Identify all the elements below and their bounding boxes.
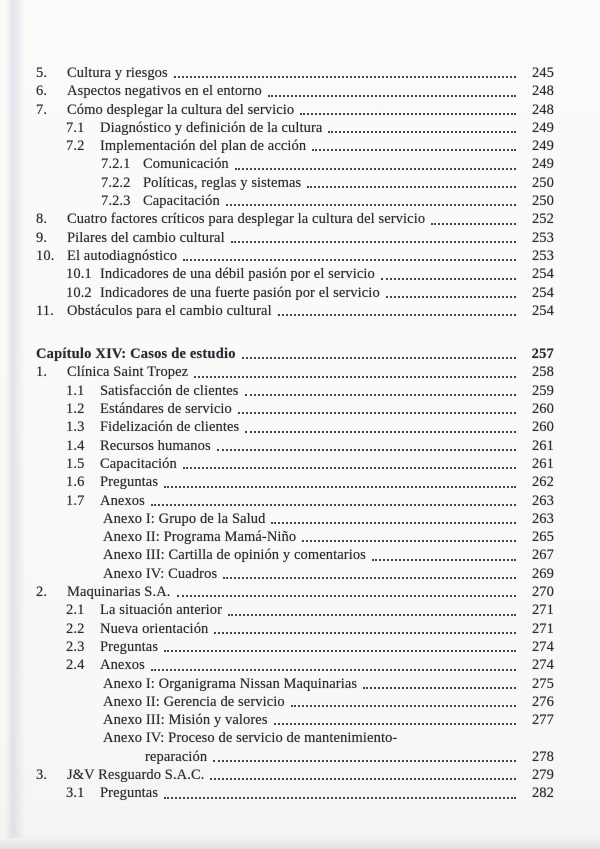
dot-leader <box>386 284 516 298</box>
toc-row <box>0 265 600 283</box>
item-number: 3. <box>36 766 48 783</box>
toc-row <box>0 210 600 228</box>
item-title: Nueva orientación <box>100 620 209 637</box>
dot-leader <box>164 638 516 652</box>
dot-leader <box>271 510 516 524</box>
toc-row <box>0 174 600 192</box>
page-number: 261 <box>531 455 554 472</box>
dot-leader <box>183 247 516 261</box>
item-title: Anexo I: Grupo de la Salud <box>103 510 266 527</box>
dot-leader <box>210 766 516 780</box>
dot-leader <box>177 583 517 597</box>
toc-row <box>0 565 600 583</box>
page-number: 257 <box>531 346 554 363</box>
item-title: Anexos <box>100 492 145 509</box>
toc-row <box>0 400 600 418</box>
dot-leader <box>291 693 516 707</box>
item-title: Anexo IV: Proceso de servicio de mantenimiento- <box>103 730 398 747</box>
toc-row <box>0 382 600 400</box>
item-title: Cuatro factores críticos para desplegar la cultura del servicio <box>67 211 426 228</box>
item-title: Capacitación <box>143 193 220 210</box>
page-number: 252 <box>531 211 554 228</box>
page-number: 261 <box>531 437 554 454</box>
toc-row <box>0 119 600 137</box>
page-number: 254 <box>531 284 554 301</box>
toc-row <box>0 675 600 693</box>
page-number: 253 <box>531 229 554 246</box>
item-number: 2. <box>36 584 48 601</box>
toc-row <box>0 748 600 766</box>
dot-leader <box>223 565 516 579</box>
dot-leader <box>231 229 516 243</box>
toc-row <box>0 711 600 729</box>
toc-row <box>0 620 600 638</box>
item-title: Diagnóstico y definición de la cultura <box>100 119 323 136</box>
page-number: 249 <box>531 119 554 136</box>
toc-row <box>0 284 600 302</box>
page-number: 267 <box>531 547 554 564</box>
item-title: Preguntas <box>100 785 159 802</box>
item-number: 3.1 <box>66 785 85 802</box>
toc-row <box>0 766 600 784</box>
dot-leader <box>307 174 516 188</box>
page-number: 276 <box>531 693 554 710</box>
dot-leader <box>381 265 516 279</box>
toc-row <box>0 473 600 491</box>
page-number: 249 <box>531 156 554 173</box>
toc-row <box>0 363 600 381</box>
page-number: 248 <box>531 83 554 100</box>
item-title: Comunicación <box>143 156 229 173</box>
item-number: 7. <box>36 101 48 118</box>
item-number: 10.1 <box>66 266 92 283</box>
page-number: 263 <box>531 510 554 527</box>
page-number: 259 <box>531 382 554 399</box>
item-title: Cultura y riesgos <box>67 65 168 81</box>
toc-row <box>0 137 600 155</box>
dot-leader <box>268 82 516 96</box>
page-number: 271 <box>531 602 554 619</box>
page-number: 262 <box>531 474 554 491</box>
item-title: Fidelización de clientes <box>100 419 240 436</box>
item-title: J&V Resguardo S.A.C. <box>67 766 205 783</box>
toc-row <box>0 192 600 210</box>
page-number: 270 <box>531 584 554 601</box>
item-number: 1.2 <box>66 401 85 418</box>
item-number: 6. <box>36 83 48 100</box>
dot-leader <box>151 656 516 670</box>
dot-leader <box>213 748 516 762</box>
dot-leader <box>302 528 516 542</box>
page-number: 260 <box>531 419 554 436</box>
toc-row <box>0 693 600 711</box>
item-title: Anexo III: Misión y valores <box>103 712 268 729</box>
chapter-heading-row <box>0 345 600 363</box>
page-number: 274 <box>531 657 554 674</box>
page-number: 254 <box>531 302 554 319</box>
toc-block <box>0 345 600 802</box>
dot-leader <box>274 711 516 725</box>
item-title: Obstáculos para el cambio cultural <box>67 302 272 319</box>
toc-row <box>0 510 600 528</box>
item-title: Clínica Saint Tropez <box>67 364 189 381</box>
item-title: Cómo desplegar la cultura del servicio <box>67 101 295 118</box>
page-number: 277 <box>531 712 554 729</box>
dot-leader <box>245 418 516 432</box>
item-number: 2.3 <box>66 638 85 655</box>
page-bottom-scan-edge <box>0 837 600 849</box>
item-title: Anexos <box>100 657 145 674</box>
page-number: 275 <box>531 675 554 692</box>
item-title: Implementación del plan de acción <box>100 138 307 155</box>
toc-row <box>0 418 600 436</box>
page-number: 271 <box>531 620 554 637</box>
item-title: Indicadores de una fuerte pasión por el servicio <box>100 284 380 301</box>
toc-row <box>0 155 600 173</box>
page-number: 245 <box>531 65 554 81</box>
item-number: 1.1 <box>66 382 85 399</box>
dot-leader <box>217 437 516 451</box>
item-title: Anexo II: Programa Mamá-Niño <box>103 529 297 546</box>
item-title: Políticas, reglas y sistemas <box>143 174 302 191</box>
item-title: Anexo III: Cartilla de opinión y comentarios <box>103 547 366 564</box>
dot-leader <box>164 473 516 487</box>
item-title: La situación anterior <box>100 602 223 619</box>
dot-leader <box>174 64 516 78</box>
page-number: 250 <box>531 174 554 191</box>
item-number: 10.2 <box>66 284 92 301</box>
dot-leader <box>312 137 516 151</box>
item-number: 7.2.3 <box>101 193 131 210</box>
dot-leader <box>363 675 516 689</box>
page-number: 260 <box>531 401 554 418</box>
page-number: 274 <box>531 638 554 655</box>
page-number: 278 <box>531 748 554 765</box>
dot-leader <box>194 363 516 377</box>
page-number: 265 <box>531 529 554 546</box>
item-title: Preguntas <box>100 474 159 491</box>
item-title: Anexo IV: Cuadros <box>103 565 218 582</box>
item-title: Maquinarias S.A. <box>67 584 171 601</box>
dot-leader <box>164 784 516 798</box>
dot-leader <box>300 101 516 115</box>
toc-row <box>0 656 600 674</box>
toc-row <box>0 101 600 119</box>
toc-row <box>0 492 600 510</box>
item-title: Anexo I: Organigrama Nissan Maquinarias <box>103 675 358 692</box>
toc-row <box>0 455 600 473</box>
toc-row <box>0 437 600 455</box>
item-number: 2.4 <box>66 657 85 674</box>
page-number: 248 <box>531 101 554 118</box>
item-title: Anexo II: Gerencia de servicio <box>103 693 285 710</box>
toc-row <box>0 64 600 82</box>
item-number: 7.1 <box>66 119 85 136</box>
page-number: 282 <box>531 785 554 802</box>
item-number: 1.5 <box>66 455 85 472</box>
item-number: 11. <box>36 302 54 319</box>
page-number: 263 <box>531 492 554 509</box>
toc-row <box>0 82 600 100</box>
dot-leader <box>431 210 516 224</box>
toc-row <box>0 784 600 802</box>
toc-row <box>0 528 600 546</box>
toc-row <box>0 247 600 265</box>
item-number: 7.2.1 <box>101 156 131 173</box>
item-title: Capacitación <box>100 455 177 472</box>
item-number: 7.2.2 <box>101 174 131 191</box>
item-number: 10. <box>36 247 55 264</box>
item-number: 1.3 <box>66 419 85 436</box>
item-title: Satisfacción de clientes <box>100 382 239 399</box>
item-number: 8. <box>36 211 48 228</box>
item-title: Indicadores de una débil pasión por el servicio <box>100 266 375 283</box>
toc-row <box>0 546 600 564</box>
item-number: 1.7 <box>66 492 85 509</box>
page-number: 269 <box>531 565 554 582</box>
page-number: 250 <box>531 193 554 210</box>
dot-leader <box>278 302 516 316</box>
page-number: 253 <box>531 247 554 264</box>
page-number: 279 <box>531 766 554 783</box>
item-number: 9. <box>36 229 48 246</box>
item-number: 1.6 <box>66 474 85 491</box>
item-title: Estándares de servicio <box>100 401 232 418</box>
item-number: 1.4 <box>66 437 85 454</box>
page-number: 258 <box>531 364 554 381</box>
dot-leader <box>372 546 516 560</box>
item-number: 7.2 <box>66 138 85 155</box>
dot-leader <box>214 620 516 634</box>
toc-row <box>0 302 600 320</box>
dot-leader <box>245 382 517 396</box>
item-number: 2.1 <box>66 602 85 619</box>
toc-row <box>0 638 600 656</box>
toc-block <box>0 64 600 320</box>
dot-leader <box>235 155 516 169</box>
item-number: 5. <box>36 65 48 81</box>
dot-leader <box>238 400 516 414</box>
item-title: Pilares del cambio cultural <box>67 229 225 246</box>
item-title: reparación <box>145 748 208 765</box>
item-title: El autodiagnóstico <box>67 247 178 264</box>
dot-leader <box>226 192 516 206</box>
toc-row <box>0 229 600 247</box>
dot-leader <box>151 492 516 506</box>
toc-row <box>0 729 600 747</box>
item-number: 1. <box>36 364 48 381</box>
item-title: Aspectos negativos en el entorno <box>67 83 262 100</box>
dot-leader <box>228 601 516 615</box>
page-number: 254 <box>531 266 554 283</box>
page-number: 249 <box>531 138 554 155</box>
dot-leader <box>183 455 516 469</box>
dot-leader <box>242 345 516 359</box>
item-title: Preguntas <box>100 638 159 655</box>
toc-row <box>0 583 600 601</box>
item-title: Recursos humanos <box>100 437 211 454</box>
toc-row <box>0 601 600 619</box>
dot-leader <box>328 119 516 133</box>
item-title: Capítulo XIV: Casos de estudio <box>36 346 236 363</box>
item-number: 2.2 <box>66 620 85 637</box>
